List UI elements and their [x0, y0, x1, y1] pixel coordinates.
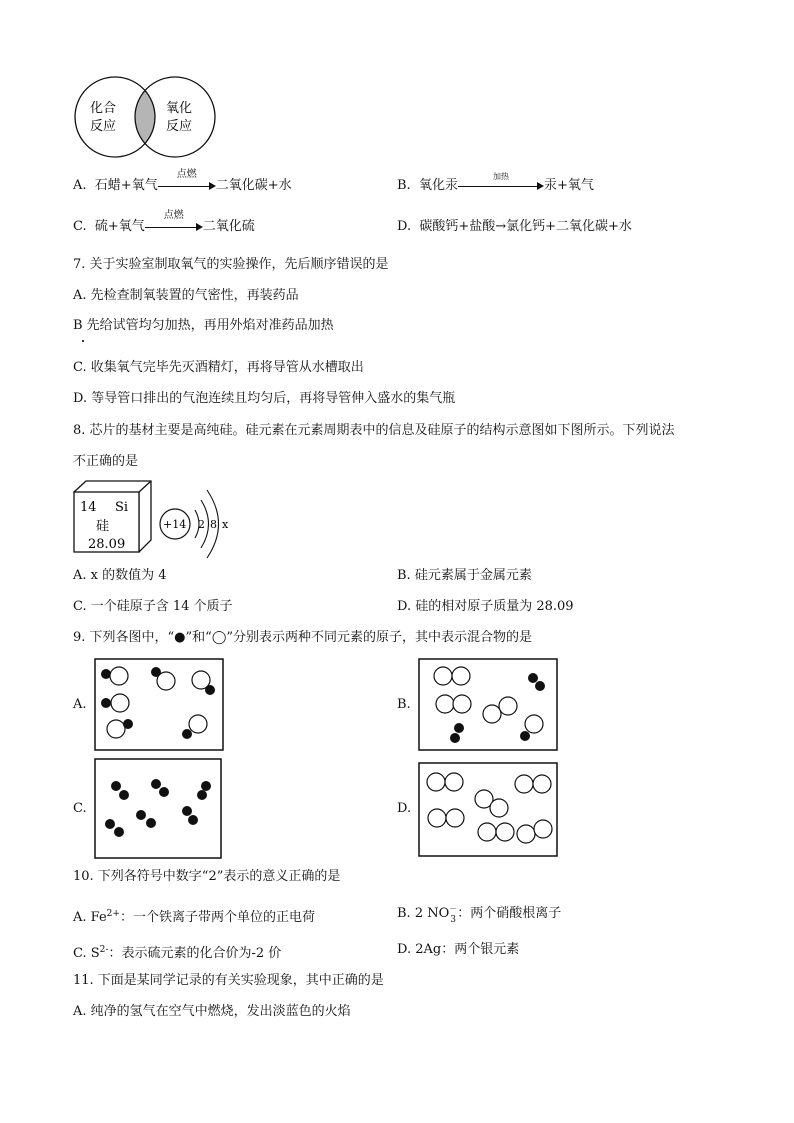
- q8-stem-line1: 8. 芯片的基材主要是高纯硅。硅元素在元素周期表中的信息及硅原子的结构示意图如下图所示。下列说法: [73, 423, 675, 438]
- q7-option-c: C. 收集氧气完毕先灭酒精灯，再将导管从水槽取出: [73, 360, 364, 375]
- element-name: 硅: [96, 519, 110, 534]
- subscript: 3: [450, 915, 456, 925]
- q9-label-a: A.: [73, 697, 87, 712]
- q6-option-b: [397, 172, 594, 195]
- venn-right-line2: 反应: [166, 119, 193, 134]
- element-cell-diagram: [68, 478, 158, 558]
- products: 二氧化碳+水: [215, 178, 292, 193]
- particle-box-c: [94, 758, 222, 859]
- formula: C. S: [73, 946, 100, 961]
- shell2-count: 8: [210, 518, 217, 531]
- shell3-count: x: [222, 518, 229, 531]
- atomic-number: 14: [80, 500, 97, 515]
- q6-option-d: [397, 218, 632, 236]
- venn-right-line1: 氧化: [166, 101, 193, 116]
- q7-option-a: A. 先检查制氧装置的气密性，再装药品: [73, 288, 299, 303]
- meaning: ：一个铁离子带两个单位的正电荷: [119, 910, 315, 925]
- q11-option-a: A. 纯净的氢气在空气中燃烧，发出淡蓝色的火焰: [73, 1004, 351, 1019]
- venn-diagram: [70, 70, 220, 160]
- reaction-arrow: [158, 169, 216, 195]
- reaction-arrow: [458, 172, 544, 195]
- reaction-arrow: [145, 210, 203, 236]
- q8-option-c: C. 一个硅原子含 14 个质子: [73, 599, 233, 614]
- atomic-mass: 28.09: [88, 537, 126, 552]
- charge: 2-: [99, 945, 109, 955]
- condition: 点燃: [163, 210, 184, 221]
- particle-box-d: [418, 762, 558, 857]
- q8-stem-line2: 不正确的是: [73, 454, 139, 469]
- q11-stem: 11. 下面是某同学记录的有关实验现象，其中正确的是: [73, 973, 384, 988]
- condition: 加热: [492, 172, 509, 181]
- meaning: ：两个硝酸根离子: [457, 906, 562, 921]
- reactants: 石蜡+氧气: [94, 178, 158, 193]
- formula: A. Fe: [73, 910, 107, 925]
- option-label: D.: [397, 219, 412, 234]
- products: 汞+氧气: [543, 178, 594, 193]
- q10-option-b: [397, 905, 561, 923]
- q6-option-c: [73, 210, 255, 236]
- nucleus-charge: +14: [163, 518, 187, 531]
- option-label: A.: [73, 178, 87, 193]
- q8-option-d: D. 硅的相对原子质量为 28.09: [397, 599, 574, 614]
- q8-option-a: A. x 的数值为 4: [73, 568, 167, 583]
- reactants: 氧化汞: [418, 178, 458, 193]
- element-symbol: Si: [115, 500, 129, 515]
- shell1-count: 2: [198, 518, 205, 531]
- q8-option-b: B. 硅元素属于金属元素: [397, 568, 532, 583]
- atom-structure-diagram: [158, 486, 238, 562]
- meaning: ：表示硫元素的化合价为-2 价: [108, 946, 282, 961]
- particle-box-b: [418, 658, 558, 751]
- formula: B. 2 NO: [397, 906, 450, 921]
- q7-stem: 7. 关于实验室制取氧气的实验操作，先后顺序错误的是: [73, 257, 389, 272]
- option-label: B.: [397, 178, 411, 193]
- venn-left-line2: 反应: [90, 119, 117, 134]
- q9-stem: 9. 下列各图中，“●”和“◯”分别表示两种不同元素的原子，其中表示混合物的是: [73, 630, 533, 645]
- q10-option-a: [73, 905, 315, 927]
- charge: 2+: [106, 909, 120, 919]
- stray-dot: [82, 340, 84, 342]
- q9-label-d: D.: [397, 801, 412, 816]
- condition: 点燃: [176, 169, 197, 180]
- particle-box-a: [94, 658, 224, 751]
- products: 二氧化硫: [202, 219, 255, 234]
- q10-stem: 10. 下列各符号中数字“2”表示的意义正确的是: [73, 869, 341, 884]
- q9-label-b: B.: [397, 697, 411, 712]
- q10-option-c: [73, 941, 281, 963]
- q6-option-a: [73, 169, 292, 195]
- q10-option-d: D. 2Ag：两个银元素: [397, 942, 520, 957]
- q9-label-c: C.: [73, 801, 87, 816]
- option-text: 碳酸钙+盐酸→氯化钙+二氧化碳+水: [419, 219, 632, 234]
- venn-left-line1: 化合: [90, 101, 117, 116]
- q7-option-b: B 先给试管均匀加热，再用外焰对准药品加热: [73, 318, 334, 333]
- charge: －: [449, 904, 458, 913]
- q7-option-d: D. 等导管口排出的气泡连续且均匀后，再将导管伸入盛水的集气瓶: [73, 391, 456, 406]
- option-label: C.: [73, 219, 87, 234]
- reactants: 硫+氧气: [94, 219, 145, 234]
